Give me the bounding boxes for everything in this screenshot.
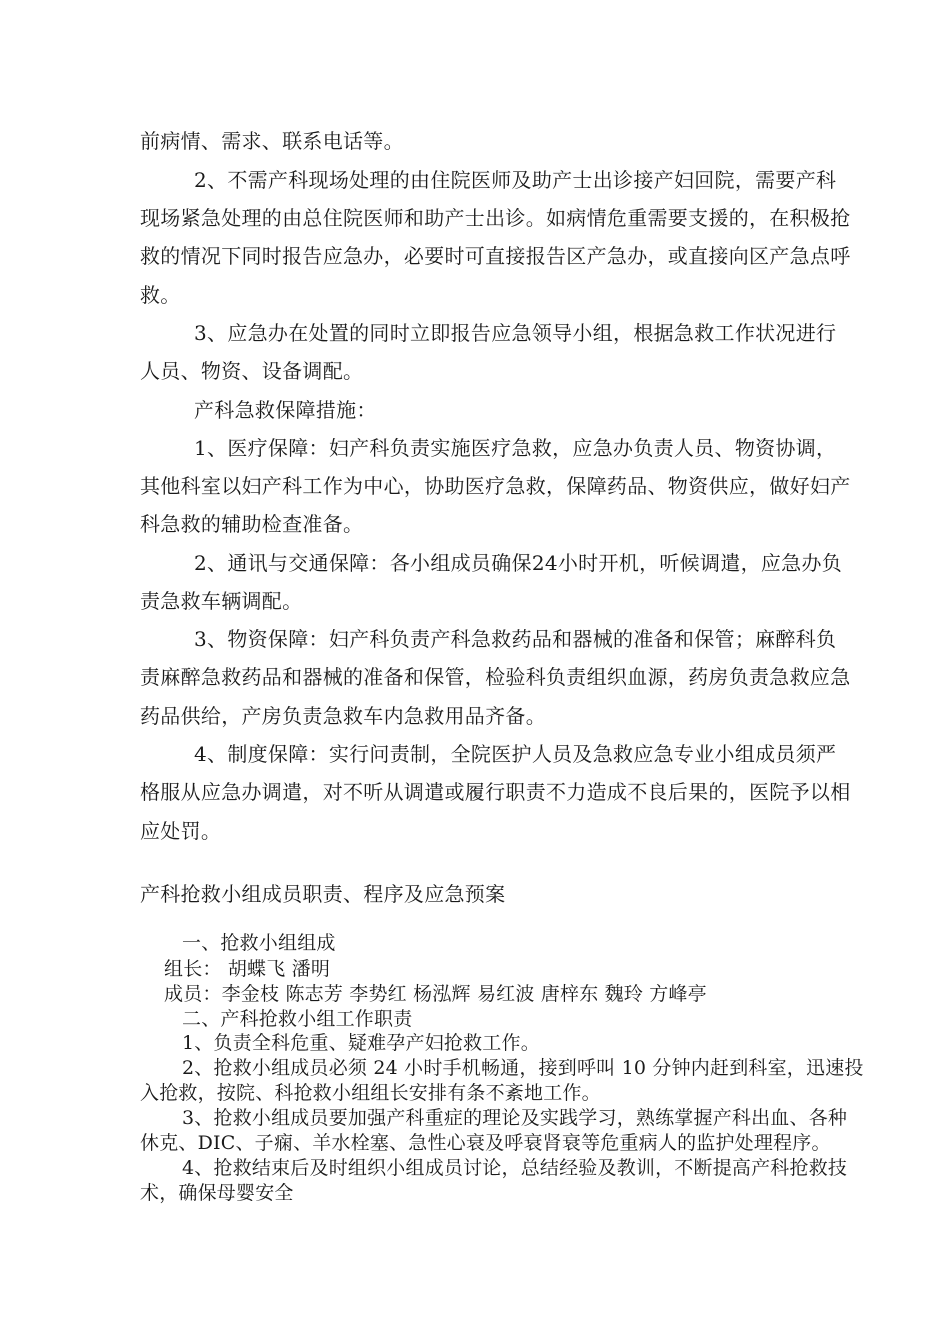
list-heading: 一、抢救小组组成 [182, 932, 336, 954]
paragraph-line: 3、应急办在处置的同时立即报告应急领导小组，根据急救工作状况进行 [194, 321, 837, 345]
list-item: 1、负责全科危重、疑难孕产妇抢救工作。 [182, 1032, 540, 1054]
paragraph-line: 应处罚。 [140, 819, 222, 843]
list-item-continued: 入抢救，按院、科抢救小组组长安排有条不紊地工作。 [140, 1082, 601, 1104]
group-members-line: 成员：李金枝 陈志芳 李势红 杨泓辉 易红波 唐梓东 魏玲 方峰亭 [164, 983, 707, 1005]
document-title: 产科抢救小组成员职责、程序及应急预案 [140, 882, 506, 906]
paragraph-line: 2、通讯与交通保障：各小组成员确保24小时开机，听候调遣，应急办负 [194, 551, 843, 575]
list-item: 4、抢救结束后及时组织小组成员讨论，总结经验及教训，不断提高产科抢救技 [182, 1157, 848, 1179]
paragraph-line: 人员、物资、设备调配。 [140, 359, 364, 383]
paragraph-line: 3、物资保障：妇产科负责产科急救药品和器械的准备和保管；麻醉科负 [194, 627, 837, 651]
paragraph-line: 1、医疗保障：妇产科负责实施医疗急救，应急办负责人员、物资协调， [194, 436, 837, 460]
paragraph-line: 责麻醉急救药品和器械的准备和保管，检验科负责组织血源，药房负责急救应急 [140, 665, 851, 689]
list-item: 2、抢救小组成员必须 24 小时手机畅通，接到呼叫 10 分钟内赶到科室，迅速投 [182, 1057, 864, 1079]
paragraph-line: 4、制度保障：实行问责制，全院医护人员及急救应急专业小组成员须严 [194, 742, 837, 766]
paragraph-line: 救的情况下同时报告应急办，必要时可直接报告区产急办，或直接向区产急点呼 [140, 244, 851, 268]
paragraph-line: 责急救车辆调配。 [140, 589, 303, 613]
paragraph-line: 现场紧急处理的由总住院医师和助产士出诊。如病情危重需要支援的，在积极抢 [140, 206, 851, 230]
paragraph-line: 前病情、需求、联系电话等。 [140, 129, 404, 153]
list-item: 3、抢救小组成员要加强产科重症的理论及实践学习，熟练掌握产科出血、各种 [182, 1107, 848, 1129]
paragraph-line: 药品供给，产房负责急救车内急救用品齐备。 [140, 704, 546, 728]
paragraph-line: 科急救的辅助检查准备。 [140, 512, 364, 536]
paragraph-line: 格服从应急办调遣，对不听从调遣或履行职责不力造成不良后果的，医院予以相 [140, 780, 851, 804]
list-heading: 二、产科抢救小组工作职责 [182, 1008, 413, 1030]
list-item-continued: 术，确保母婴安全 [140, 1182, 294, 1204]
paragraph-line: 救。 [140, 283, 181, 307]
list-item-continued: 休克、DIC、子痫、羊水栓塞、急性心衰及呼衰肾衰等危重病人的监护处理程序。 [140, 1132, 831, 1154]
paragraph-line: 2、不需产科现场处理的由住院医师及助产士出诊接产妇回院，需要产科 [194, 168, 837, 192]
section-heading: 产科急救保障措施： [194, 398, 377, 422]
paragraph-line: 其他科室以妇产科工作为中心，协助医疗急救，保障药品、物资供应，做好妇产 [140, 474, 851, 498]
group-leader-line: 组长： 胡蝶飞 潘明 [164, 958, 331, 980]
